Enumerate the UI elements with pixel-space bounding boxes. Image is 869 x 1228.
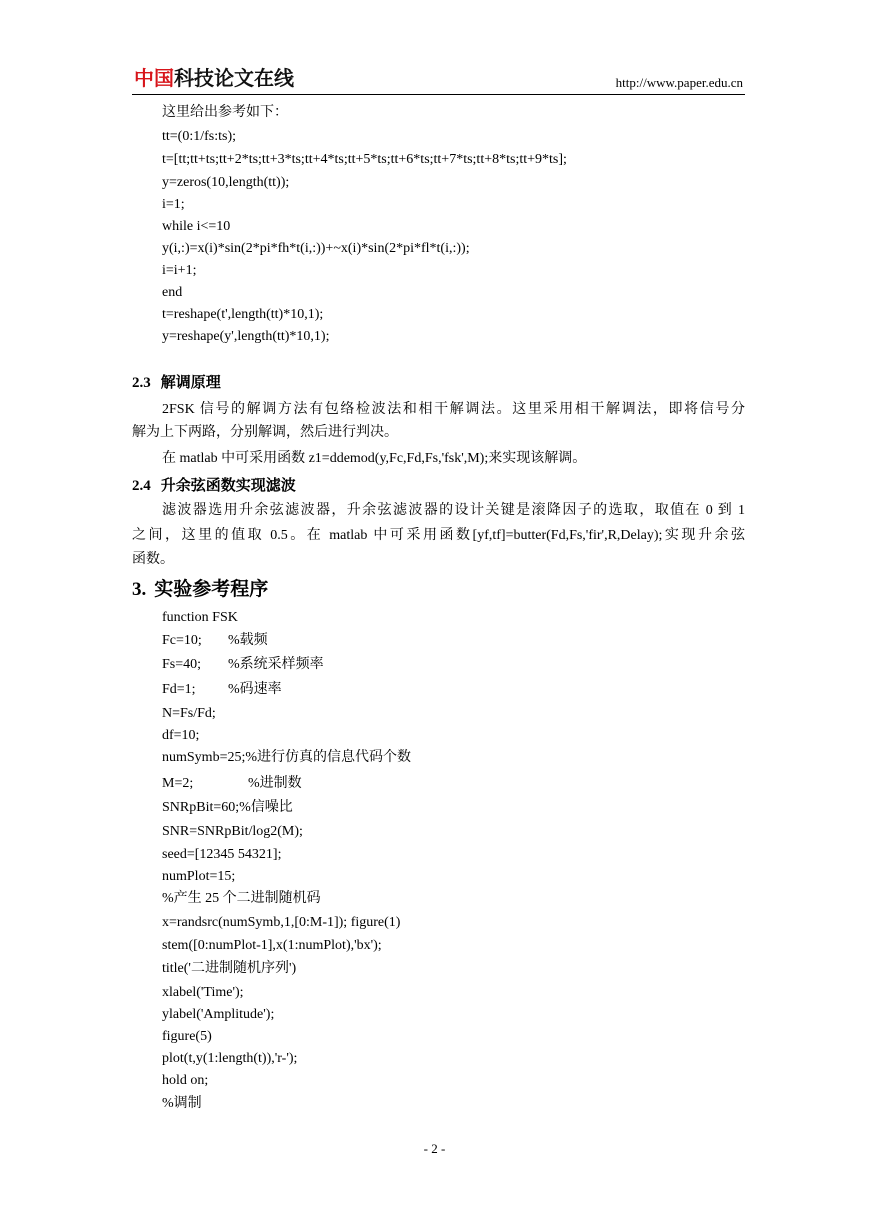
code-line: ylabel('Amplitude'); <box>162 1007 275 1022</box>
code-line: figure(5) <box>162 1029 212 1044</box>
code-line: %调制 <box>162 1096 202 1111</box>
logo <box>134 66 294 90</box>
code-line: while i<=10 <box>162 219 231 234</box>
code-line: numSymb=25;%进行仿真的信息代码个数 <box>162 750 412 765</box>
code-line: t=[tt;tt+ts;tt+2*ts;tt+3*ts;tt+4*ts;tt+5*ts;tt+6*ts;tt+7*ts;tt+8*ts;tt+9*ts]; <box>162 152 567 167</box>
intro-text: 这里给出参考如下： <box>162 105 288 120</box>
paragraph-line: 滤波器选用升余弦滤波器，升余弦滤波器的设计关键是滚降因子的选取，取值在 0 到 1 <box>162 503 745 518</box>
code-line: y(i,:)=x(i)*sin(2*pi*fh*t(i,:))+~x(i)*sin(2*pi*fl*t(i,:)); <box>162 241 470 256</box>
code-line: numPlot=15; <box>162 869 236 884</box>
code-line: df=10; <box>162 728 200 743</box>
code-line: i=1; <box>162 197 185 212</box>
code-line: tt=(0:1/fs:ts); <box>162 129 237 144</box>
section-title: 升余弦函数实现滤波 <box>160 478 296 494</box>
code-line: y=zeros(10,length(tt)); <box>162 175 290 190</box>
section-title: 实验参考程序 <box>154 579 269 600</box>
code-line: N=Fs/Fd; <box>162 706 216 721</box>
logo-red-text: 中国 <box>134 66 174 90</box>
section-number: 2.4 <box>132 478 151 494</box>
header-divider <box>132 94 745 95</box>
code-line: end <box>162 285 183 300</box>
section-heading-2-4 <box>132 476 296 496</box>
code-line: hold on; <box>162 1073 209 1088</box>
paragraph-line: 之间，这里的值取 0.5。在 matlab 中可采用函数[yf,tf]=butter(Fd,Fs,'fir',R,Delay);实现升余弦 <box>132 528 745 543</box>
section-number: 3. <box>132 579 147 600</box>
code-line: Fs=40; %系统采样频率 <box>162 657 324 672</box>
code-line: SNR=SNRpBit/log2(M); <box>162 824 303 839</box>
paragraph-line: 在 matlab 中可采用函数 z1=ddemod(y,Fc,Fd,Fs,'fsk',M);来实现该解调。 <box>162 451 587 466</box>
code-line: seed=[12345 54321]; <box>162 847 282 862</box>
code-line: y=reshape(y',length(tt)*10,1); <box>162 329 330 344</box>
section-title: 解调原理 <box>160 375 221 391</box>
code-line: stem([0:numPlot-1],x(1:numPlot),'bx'); <box>162 938 382 953</box>
paragraph-line: 解为上下两路，分别解调，然后进行判决。 <box>132 425 398 440</box>
logo-text: 科技论文在线 <box>174 66 294 90</box>
page-number: - 2 - <box>423 1141 446 1156</box>
code-line: plot(t,y(1:length(t)),'r-'); <box>162 1051 298 1066</box>
code-line: x=randsrc(numSymb,1,[0:M-1]); figure(1) <box>162 915 401 930</box>
code-line: %产生 25 个二进制随机码 <box>162 891 321 906</box>
code-line: Fc=10; %载频 <box>162 633 268 648</box>
code-line: SNRpBit=60;%信噪比 <box>162 800 293 815</box>
paragraph-line: 函数。 <box>132 552 174 567</box>
header-url: http://www.paper.edu.cn <box>615 75 743 90</box>
code-line: t=reshape(t',length(tt)*10,1); <box>162 307 324 322</box>
section-heading-2-3 <box>132 373 221 393</box>
code-line: function FSK <box>162 610 238 625</box>
code-line: xlabel('Time'); <box>162 985 244 1000</box>
code-line: i=i+1; <box>162 263 197 278</box>
section-heading-3 <box>132 578 268 602</box>
code-line: M=2; %进制数 <box>162 776 302 791</box>
code-line: Fd=1; %码速率 <box>162 682 282 697</box>
paragraph-line: 2FSK 信号的解调方法有包络检波法和相干解调法。这里采用相干解调法，即将信号分 <box>162 402 745 417</box>
code-comment: %进制数 <box>248 776 302 791</box>
code-comment: %载频 <box>228 633 268 648</box>
code-line: title('二进制随机序列') <box>162 961 297 976</box>
code-comment: %码速率 <box>228 682 282 697</box>
code-comment: %系统采样频率 <box>228 657 324 672</box>
section-number: 2.3 <box>132 375 151 391</box>
